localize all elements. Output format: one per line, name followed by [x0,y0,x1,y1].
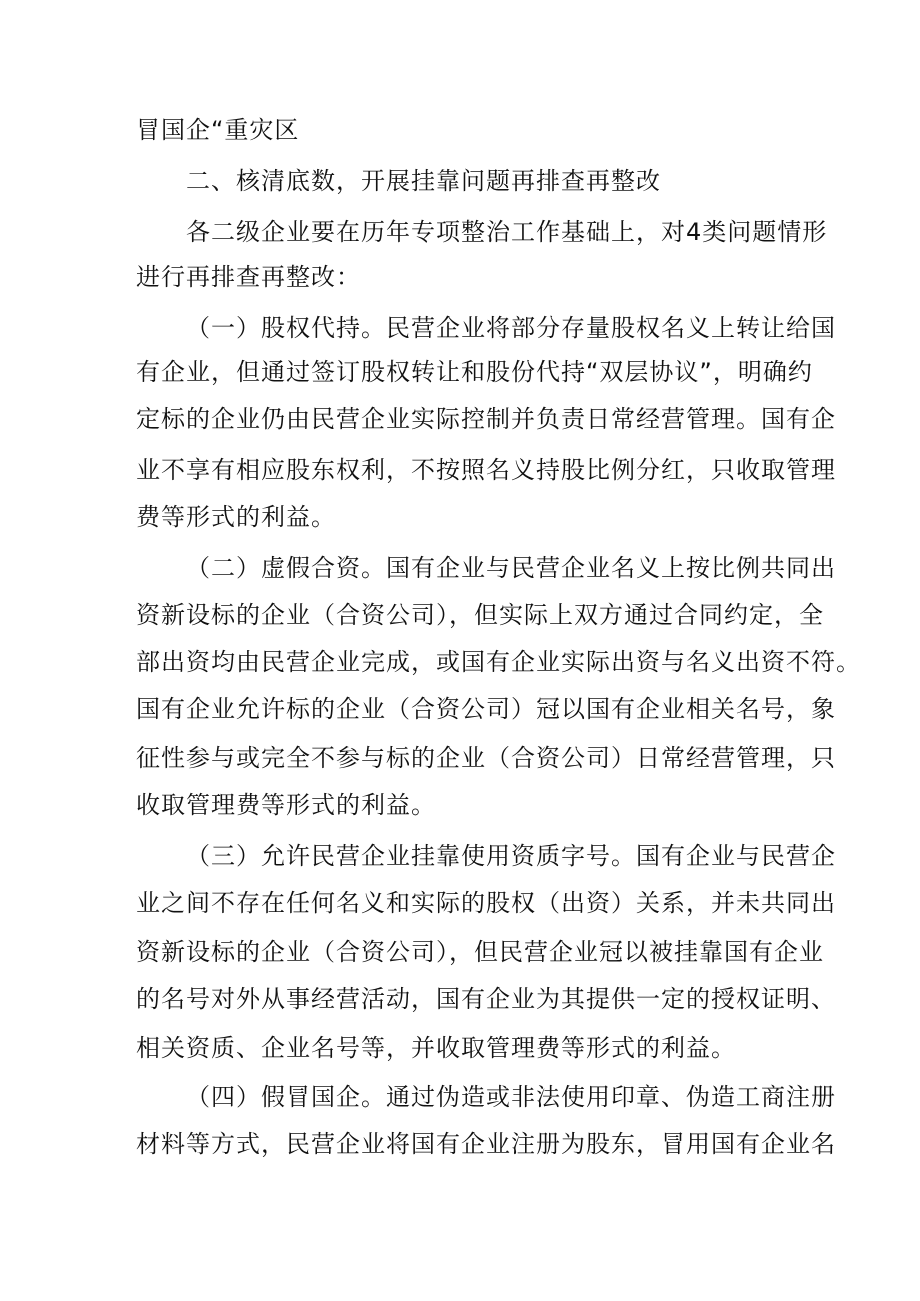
item-2-line-3: 部出资均由民营企业完成，或国有企业实际出资与名义出资不符。 [136,648,861,676]
item-3-line-4: 的名号对外从事经营活动，国有企业为其提供一定的授权证明、 [136,985,836,1013]
item-1-line-2: 有企业，但通过签订股权转让和股份代持“双层协议”，明确约 [136,358,813,386]
item-3-line-5: 相关资质、企业名号等，并收取管理费等形式的利益。 [136,1034,736,1062]
item-4-line-1: （四）假冒国企。通过伪造或非法使用印章、伪造工商注册 [186,1083,836,1111]
item-2-line-4: 国有企业允许标的企业（合资公司）冠以国有企业相关名号，象 [136,695,836,723]
item-1-line-3: 定标的企业仍由民营企业实际控制并负责日常经营管理。国有企 [136,405,836,433]
item-2-line-5: 征性参与或完全不参与标的企业（合资公司）日常经营管理，只 [136,744,836,772]
item-3-line-1: （三）允许民营企业挂靠使用资质字号。国有企业与民营企 [186,842,836,870]
text-line-1: 冒国企“重灾区 [136,116,300,144]
section-heading: 二、核清底数，开展挂靠问题再排查再整改 [186,167,661,195]
item-1-line-1: （一）股权代持。民营企业将部分存量股权名义上转让给国 [186,314,836,342]
item-1-line-4: 业不享有相应股东权利，不按照名义持股比例分红，只收取管理 [136,456,836,484]
item-2-line-6: 收取管理费等形式的利益。 [136,791,436,819]
text-line-4: 进行再排查再整改： [136,263,361,291]
item-1-line-5: 费等形式的利益。 [136,503,336,531]
item-4-line-2: 材料等方式，民营企业将国有企业注册为股东，冒用国有企业名 [136,1130,836,1158]
item-3-line-3: 资新设标的企业（合资公司），但民营企业冠以被挂靠国有企业 [136,938,824,966]
item-2-line-1: （二）虚假合资。国有企业与民营企业名义上按比例共同出 [186,554,836,582]
text-line-3: 各二级企业要在历年专项整治工作基础上，对4类问题情形 [186,218,828,246]
item-3-line-2: 业之间不存在任何名义和实际的股权（出资）关系，并未共同出 [136,889,836,917]
item-2-line-2: 资新设标的企业（合资公司），但实际上双方通过合同约定，全 [136,601,824,629]
